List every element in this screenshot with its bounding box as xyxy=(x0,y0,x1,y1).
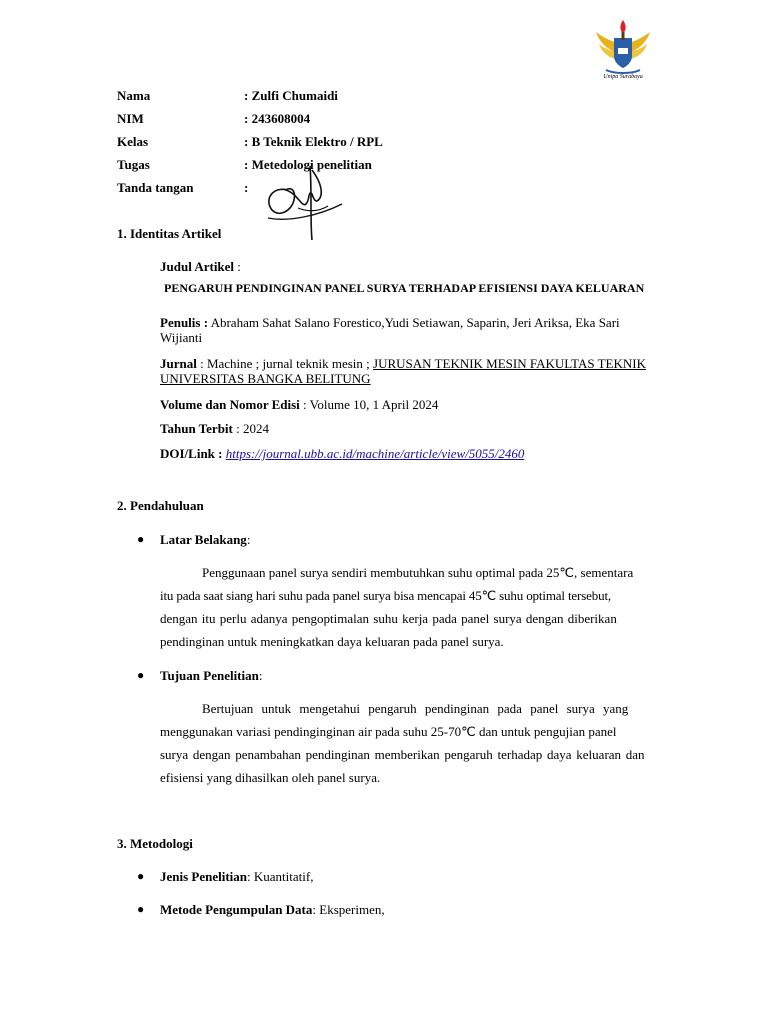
info-value: : 243608004 xyxy=(244,111,311,126)
info-value: : B Teknik Elektro / RPL xyxy=(244,134,383,149)
tahun-value: : 2024 xyxy=(232,421,269,436)
section-heading-identitas: 1. Identitas Artikel xyxy=(117,226,222,241)
judul-label: Judul Artikel xyxy=(160,259,235,274)
penulis-value: Abraham Sahat Salano Forestico,Yudi Setiawan, Saparin, Jeri Ariksa, Eka Sari xyxy=(208,315,620,330)
jenis-line xyxy=(160,869,313,885)
bullet-icon: ● xyxy=(137,532,145,546)
metode-label: Metode Pengumpulan Data xyxy=(160,902,313,917)
jenis-label: Jenis Penelitian xyxy=(160,869,248,884)
bullet-icon: ● xyxy=(137,668,145,682)
jurnal-value: : Machine ; jurnal teknik mesin ; xyxy=(196,356,374,371)
tahun-label: Tahun Terbit xyxy=(160,421,233,436)
tujuan-label-line xyxy=(160,668,262,684)
tahun-line xyxy=(160,421,269,437)
article-title: PENGARUH PENDINGINAN PANEL SURYA TERHADAP EFISIENSI DAYA KELUARAN xyxy=(164,281,645,295)
latar-text-line: itu pada saat siang hari suhu pada panel surya bisa mencapai 45℃ suhu optimal tersebut, xyxy=(160,588,612,603)
latar-suffix: : xyxy=(246,532,251,547)
section-heading-metodologi: 3. Metodologi xyxy=(117,836,193,851)
penulis-label: Penulis : xyxy=(160,315,209,330)
tujuan-text-line: menggunakan variasi pendinginginan air pada suhu 25-70℃ dan untuk pengujian panel xyxy=(160,724,617,739)
jurnal-affiliation-link[interactable]: JURUSAN TEKNIK MESIN FAKULTAS TEKNIK xyxy=(373,356,646,371)
logo-caption: Unipa Surabaya xyxy=(603,74,643,80)
info-label: Kelas xyxy=(117,134,149,149)
jurnal-line xyxy=(160,356,646,372)
metode-value: : Eksperimen, xyxy=(312,902,385,917)
tujuan-text-line: Bertujuan untuk mengetahui pengaruh pendinginan pada panel surya yang xyxy=(202,701,629,716)
volume-label: Volume dan Nomor Edisi xyxy=(160,397,300,412)
doi-link[interactable]: https://journal.ubb.ac.id/machine/article/view/5055/2460 xyxy=(225,446,525,461)
doi-label: DOI/Link xyxy=(160,446,215,461)
latar-text-line: pendinginan untuk meningkatkan daya keluaran pada panel surya. xyxy=(160,634,504,649)
tujuan-suffix: : xyxy=(258,668,263,683)
penulis-line xyxy=(160,315,620,331)
signature-image xyxy=(258,160,348,244)
info-value: : Metedologi penelitian xyxy=(244,157,372,172)
penulis-line-2: Wijianti xyxy=(160,330,203,345)
info-value: : xyxy=(244,180,249,195)
jurnal-affiliation-link-2[interactable]: UNIVERSITAS BANGKA BELITUNG xyxy=(160,371,371,386)
info-label: Tanda tangan xyxy=(117,180,194,195)
section-heading-pendahuluan: 2. Pendahuluan xyxy=(117,498,204,513)
university-logo xyxy=(592,14,654,84)
info-label: Nama xyxy=(117,88,151,103)
tujuan-text-line: efisiensi yang dihasilkan oleh panel surya. xyxy=(160,770,381,785)
latar-label: Latar Belakang xyxy=(160,532,247,547)
info-value: : Zulfi Chumaidi xyxy=(244,88,338,103)
bullet-icon: ● xyxy=(137,869,145,883)
judul-sep: : xyxy=(234,259,241,274)
metode-line xyxy=(160,902,385,918)
latar-text-line: Penggunaan panel surya sendiri membutuhkan suhu optimal pada 25℃, sementara xyxy=(202,565,634,580)
info-label: Tugas xyxy=(117,157,150,172)
bullet-icon: ● xyxy=(137,902,145,916)
jurnal-label: Jurnal xyxy=(160,356,197,371)
judul-line xyxy=(160,259,241,275)
doi-sep: : xyxy=(214,446,226,461)
jenis-value: : Kuantitatif, xyxy=(247,869,314,884)
tujuan-text-line: surya dengan penambahan pendinginan memberikan pengaruh terhadap daya keluaran dan xyxy=(160,747,645,762)
doi-line xyxy=(160,446,524,462)
latar-label-line xyxy=(160,532,250,548)
volume-line xyxy=(160,397,438,413)
info-label: NIM xyxy=(117,111,144,126)
volume-value: : Volume 10, 1 April 2024 xyxy=(299,397,439,412)
tujuan-label: Tujuan Penelitian xyxy=(160,668,259,683)
latar-text-line: dengan itu perlu adanya pengoptimalan suhu kerja pada panel surya dengan diberikan xyxy=(160,611,617,626)
